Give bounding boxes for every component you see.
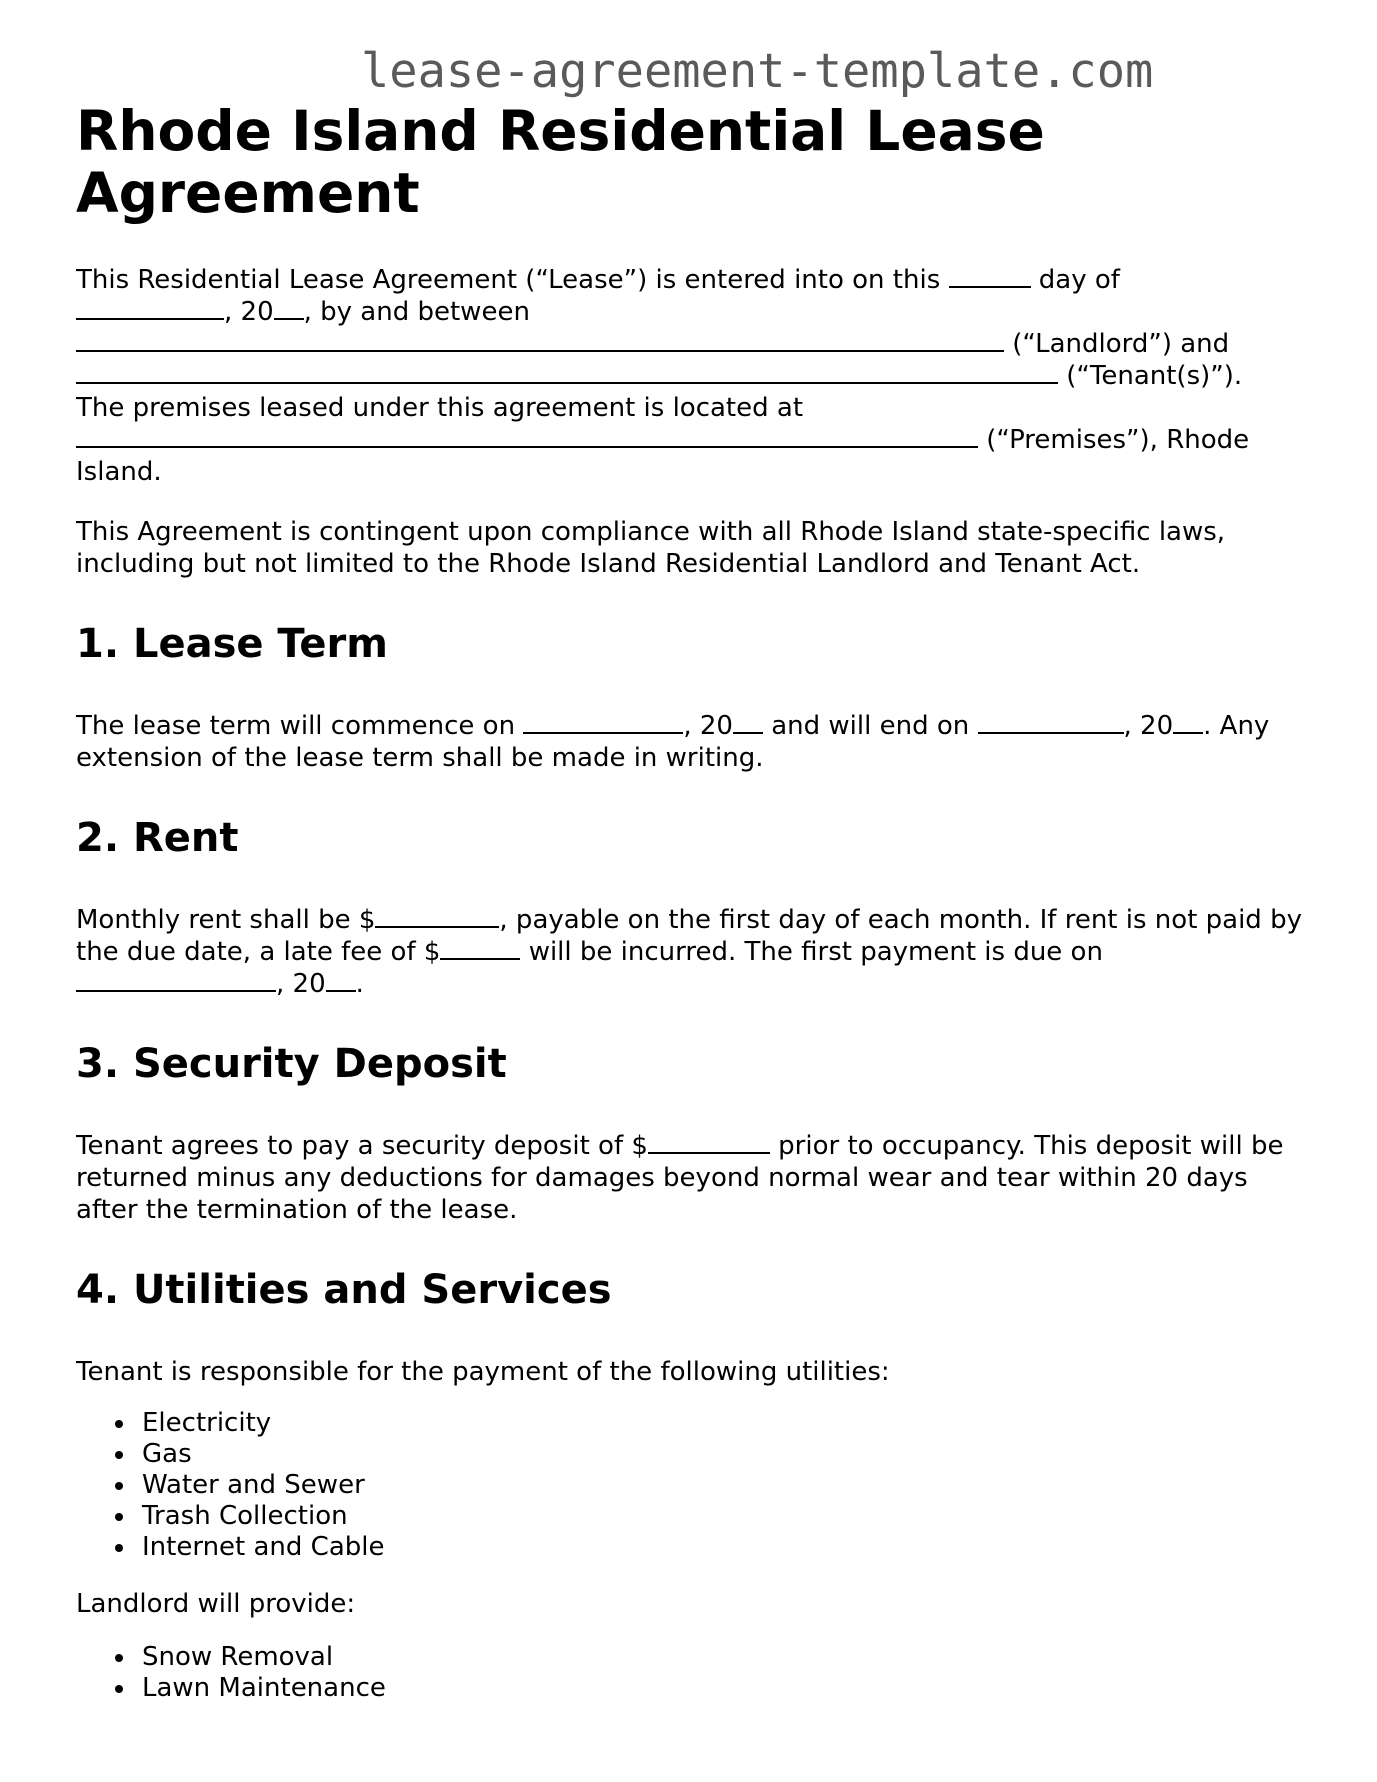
month-blank[interactable]: [76, 296, 224, 320]
landlord-name-blank[interactable]: [76, 328, 1004, 352]
end-date-blank[interactable]: [978, 710, 1124, 734]
intro-text: The premises leased under this agreement is located at: [76, 393, 804, 423]
security-deposit-paragraph: [76, 1130, 1306, 1226]
lease-term-text: . Any extension of the lease term shall be made in writing.: [76, 711, 1270, 773]
rent-paragraph: [76, 904, 1306, 1000]
intro-text: , by and between: [303, 297, 530, 327]
landlord-services-list: [76, 1642, 1306, 1704]
end-year-blank[interactable]: [1173, 710, 1203, 734]
lease-term-paragraph: [76, 710, 1306, 774]
landlord-services-lead: Landlord will provide:: [76, 1589, 356, 1619]
deposit-text: Tenant agrees to pay a security deposit of $: [76, 1131, 648, 1161]
list-item: Water and Sewer: [142, 1470, 1306, 1501]
list-item: Trash Collection: [142, 1501, 1306, 1532]
section-heading-security-deposit: 3. Security Deposit: [76, 1041, 507, 1087]
rent-text: .: [355, 969, 364, 999]
section-heading-lease-term: 1. Lease Term: [76, 621, 388, 667]
intro-text: (“Premises”), Rhode: [986, 425, 1250, 455]
first-payment-year-blank[interactable]: [326, 968, 356, 992]
intro-text: day of: [1038, 265, 1120, 295]
start-date-blank[interactable]: [523, 710, 683, 734]
section-heading-rent: 2. Rent: [76, 815, 239, 861]
intro-text: Island.: [76, 457, 162, 487]
intro-paragraph: [76, 264, 1306, 488]
contingency-paragraph: This Agreement is contingent upon compliance with all Rhode Island state-specific laws, including but not limited to the Rhode Island Residential Landlord and Tenant Act.: [76, 517, 1226, 579]
deposit-text: prior to occupancy. This deposit will be returned minus any deductions for damages beyond normal wear and tear within 20 days after the termination of the lease.: [76, 1131, 1284, 1225]
list-item: Snow Removal: [142, 1642, 1306, 1673]
rent-text: , 20: [276, 969, 326, 999]
intro-text: (“Tenant(s)”).: [1066, 361, 1243, 391]
premises-address-blank[interactable]: [76, 424, 978, 448]
list-item: Internet and Cable: [142, 1532, 1306, 1563]
lease-term-text: , 20: [683, 711, 733, 741]
tenant-utilities-list: [76, 1408, 1306, 1563]
tenant-name-blank[interactable]: [76, 360, 1058, 384]
lease-term-text: The lease term will commence on: [76, 711, 516, 741]
deposit-amount-blank[interactable]: [648, 1130, 770, 1154]
intro-text: , 20: [224, 297, 274, 327]
first-payment-date-blank[interactable]: [76, 968, 276, 992]
late-fee-blank[interactable]: [440, 936, 520, 960]
rent-text: Monthly rent shall be $: [76, 905, 376, 935]
intro-text: (“Landlord”) and: [1012, 329, 1230, 359]
watermark: lease-agreement-template.com: [361, 44, 1154, 99]
list-item: Lawn Maintenance: [142, 1673, 1306, 1704]
rent-text: , payable on the first day of each month. If rent is not paid by the due date, a late fee of $: [76, 905, 1302, 967]
monthly-rent-blank[interactable]: [375, 904, 499, 928]
year-blank[interactable]: [274, 296, 304, 320]
document-body: [76, 100, 1306, 1729]
tenant-utilities-lead: Tenant is responsible for the payment of the following utilities:: [76, 1357, 890, 1387]
list-item: Gas: [142, 1439, 1306, 1470]
rent-text: will be incurred. The first payment is due on: [528, 937, 1103, 967]
lease-term-text: , 20: [1123, 711, 1174, 741]
intro-text: This Residential Lease Agreement (“Lease”) is entered into on this: [76, 265, 941, 295]
page-title: Rhode Island Residential Lease Agreement: [76, 99, 1045, 225]
lease-term-text: and will end on: [771, 711, 970, 741]
section-heading-utilities: 4. Utilities and Services: [76, 1267, 612, 1313]
list-item: Electricity: [142, 1408, 1306, 1439]
start-year-blank[interactable]: [733, 710, 763, 734]
day-blank[interactable]: [949, 264, 1031, 288]
